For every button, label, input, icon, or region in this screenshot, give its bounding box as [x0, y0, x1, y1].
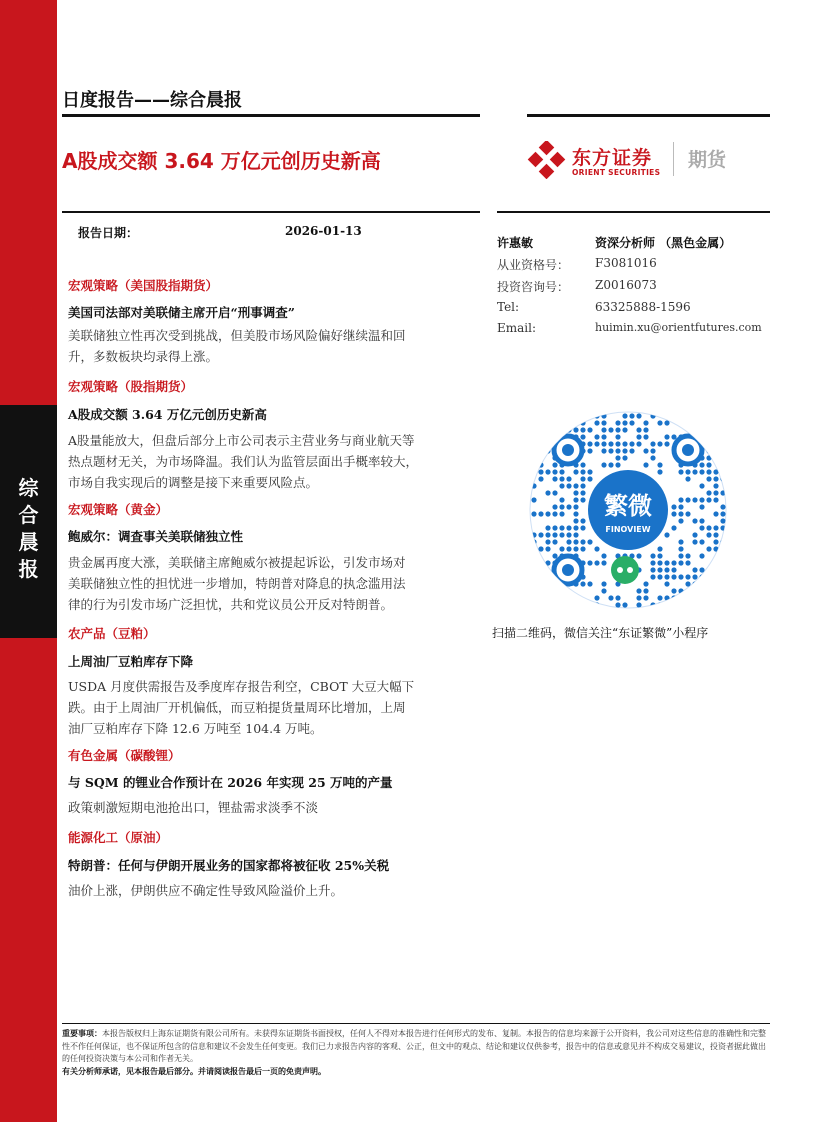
- body-line: A股量能放大，但盘后部分上市公司表示主营业务与商业航天等: [68, 433, 415, 448]
- body-line: 热点题材无关，为市场降温。我们认为监管层面出手概率较大，: [68, 454, 419, 469]
- side-tab: [0, 405, 57, 638]
- logo-chinese-name: 东方证券: [572, 147, 653, 169]
- section-body: [68, 325, 480, 367]
- analyst-row-value: F3081016: [595, 256, 657, 270]
- section-subtitle: 美国司法部对美联储主席开启“刑事调查”: [68, 305, 295, 320]
- side-tab-char: 晨: [18, 530, 39, 554]
- section-body: [68, 676, 480, 739]
- section-title: 宏观策略（美国股指期货）: [68, 278, 219, 293]
- body-line: 政策刺激短期电池抢出口，锂盐需求淡季不淡: [68, 800, 319, 815]
- section-title: 有色金属（碳酸锂）: [68, 748, 181, 763]
- report-date-label: 报告日期：: [78, 226, 139, 240]
- disclaimer: [62, 1027, 770, 1066]
- header-rule-right: [527, 114, 770, 117]
- section-subtitle: 鲍威尔：调查事关美联储独立性: [68, 529, 244, 544]
- logo-english-name: ORIENT SECURITIES: [572, 168, 661, 177]
- section-body: [68, 880, 480, 901]
- section-title: 宏观策略（黄金）: [68, 502, 169, 517]
- document-type-title: 日度报告——综合晨报: [62, 90, 242, 111]
- body-line: 油价上涨，伊朗供应不确定性导致风险溢价上升。: [68, 883, 344, 898]
- analyst-rule: [497, 211, 770, 213]
- section-title: 农产品（豆粕）: [68, 626, 156, 641]
- header-rule: [62, 114, 480, 117]
- headline: A股成交额 3.64 万亿元创历史新高: [62, 149, 381, 173]
- analyst-email: huimin.xu@orientfutures.com: [595, 321, 762, 334]
- qr-caption: 扫描二维码，微信关注“东证繁微”小程序: [492, 626, 709, 640]
- date-rule: [62, 211, 480, 213]
- qr-center-sub: FINOVIEW: [605, 525, 651, 534]
- body-line: 市场自我实现后的调整是接下来重要风险点。: [68, 475, 319, 490]
- body-line: 美联储独立性的担忧进一步增加，特朗普对降息的执念滥用法: [68, 576, 406, 591]
- analyst-title: 资深分析师 （黑色金属）: [595, 236, 732, 250]
- side-tab-char: 合: [18, 503, 39, 527]
- qr-center-text: 繁微: [604, 492, 652, 520]
- disclaimer-text: 本报告版权归上海东证期货有限公司所有。未获得东证期货书面授权，任何人不得对本报告进行任何形式的发布、复制。本报告的信息均来源于公开资料，我公司对这些信息的准确性和完整性不作任何保证，也不保证所包含的信息和建议不会发生任何变更。我们已力求报告内容的客观、公正，但文中的观点、结论和建议仅供参考，报告中的信息或意见并不构成交易建议，投资者据此做出的任何投资决策与本公司和作者无关。: [62, 1029, 766, 1063]
- analyst-row-value: 63325888-1596: [595, 300, 691, 314]
- analyst-row-label: Email:: [497, 321, 537, 335]
- section-subtitle: A股成交额 3.64 万亿元创历史新高: [68, 407, 267, 422]
- body-line: 美联储独立性再次受到挑战，但美股市场风险偏好继续温和回: [68, 328, 406, 343]
- logo-divider: [673, 142, 674, 176]
- section-subtitle: 特朗普：任何与伊朗开展业务的国家都将被征收 25%关税: [68, 858, 390, 873]
- orient-logo-icon: [527, 141, 567, 179]
- section-subtitle: 与 SQM 的锂业合作预计在 2026 年实现 25 万吨的产量: [68, 775, 393, 790]
- section-body: [68, 430, 480, 493]
- side-tab-char: 报: [18, 557, 39, 581]
- analyst-note: 有关分析师承诺，见本报告最后部分。并请阅读报告最后一页的免责声明。: [62, 1066, 326, 1076]
- disclaimer-label: 重要事项：: [62, 1028, 102, 1038]
- body-line: 贵金属再度大涨，美联储主席鲍威尔被提起诉讼，引发市场对: [68, 555, 406, 570]
- section-title: 宏观策略（股指期货）: [68, 379, 194, 394]
- body-line: USDA 月度供需报告及季度库存报告利空，CBOT 大豆大幅下: [68, 679, 415, 694]
- body-line: 律的行为引发市场广泛担忧，共和党议员公开反对特朗普。: [68, 597, 394, 612]
- qr-code[interactable]: [528, 410, 728, 610]
- analyst-name: 许惠敏: [497, 236, 534, 250]
- logo-futures: 期货: [688, 149, 727, 171]
- section-subtitle: 上周油厂豆粕库存下降: [68, 654, 194, 669]
- report-date: 2026-01-13: [285, 224, 362, 238]
- section-title: 能源化工（原油）: [68, 830, 169, 845]
- body-line: 跌。由于上周油厂开机偏低，而豆粕提货量周环比增加，上周: [68, 700, 406, 715]
- side-tab-char: 综: [18, 476, 39, 500]
- analyst-row-label: Tel:: [497, 300, 520, 314]
- footer-rule: [62, 1023, 770, 1024]
- analyst-row-value: Z0016073: [595, 278, 657, 292]
- analyst-row-label: 从业资格号：: [497, 258, 570, 272]
- section-body: [68, 552, 480, 615]
- analyst-row-label: 投资咨询号：: [497, 280, 570, 294]
- body-line: 油厂豆粕库存下降 12.6 万吨至 104.4 万吨。: [68, 721, 323, 736]
- section-body: [68, 797, 480, 818]
- body-line: 升，多数板块均录得上涨。: [68, 349, 219, 364]
